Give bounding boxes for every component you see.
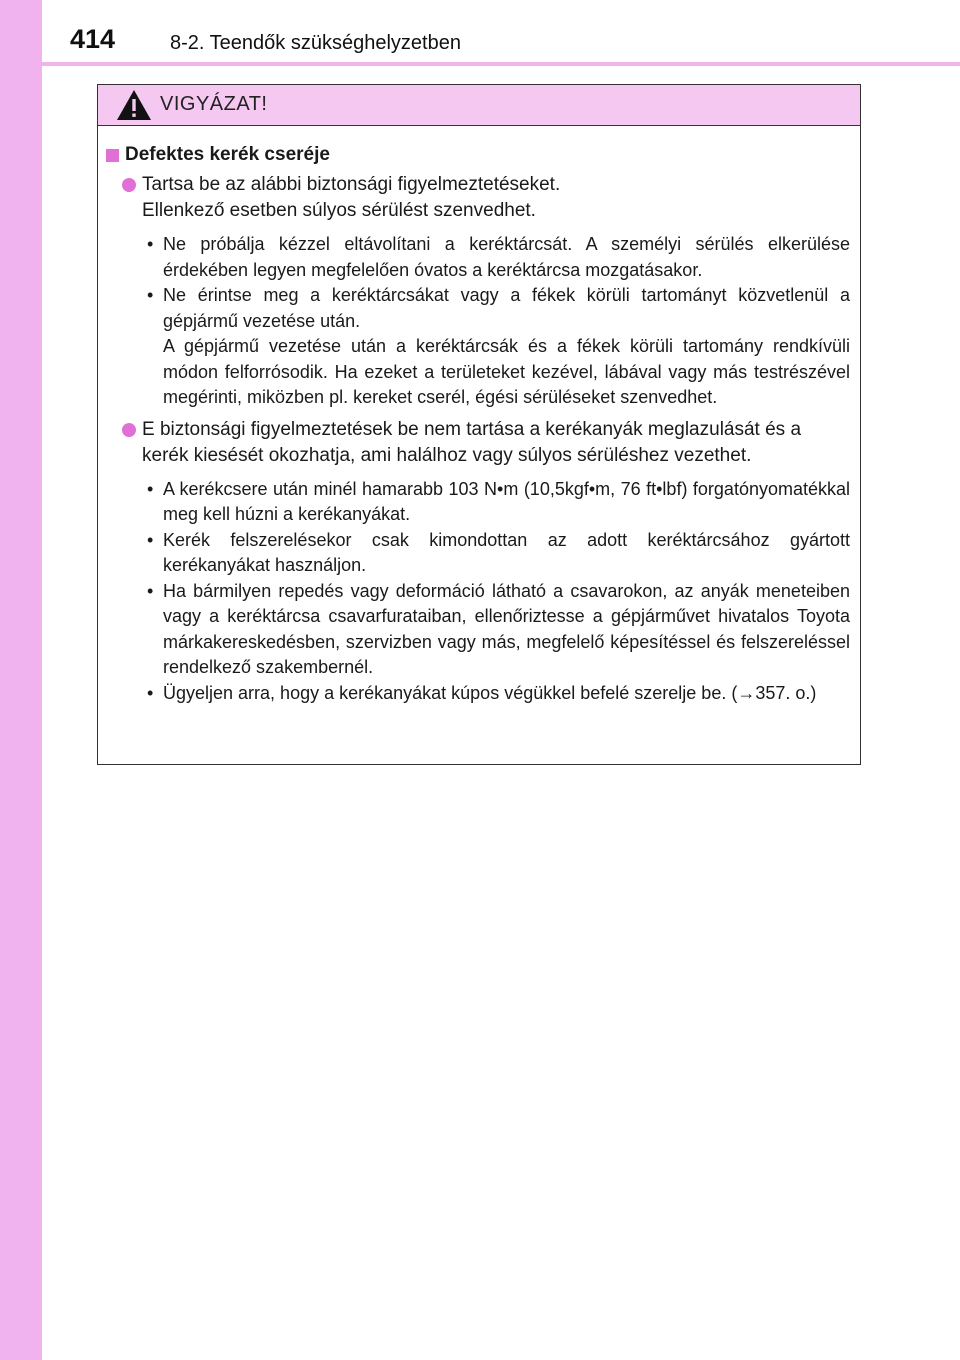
bullet-dot-icon: • [147, 285, 154, 305]
bullet-item [142, 283, 852, 411]
header-rule [42, 62, 960, 66]
bullet-dot-icon: • [147, 529, 154, 550]
bullet-paragraph: A kerékcsere után minél hamarabb 103 N•m (10,5kgf•m, 76 ft•lbf) forgatónyomatékkal meg kell húzni a kerékanyákat. [163, 478, 850, 524]
warning-box [97, 84, 861, 765]
item-line: Ellenkező esetben súlyos sérülést szenvedhet. [142, 200, 536, 221]
bullet-dot-icon: • [147, 478, 154, 499]
bullet-paragraph: Ne érintse meg a keréktárcsákat vagy a fékek körüli tartományt közvetlenül a gépjármű vezetése után. [163, 285, 850, 331]
bullet-paragraph: Kerék felszerelésekor csak kimondottan az adott keréktárcsához gyártott kerékanyákat használjon. [163, 529, 850, 575]
bullet-item [142, 681, 852, 707]
page-number: 414 [70, 24, 116, 54]
page-header [0, 0, 960, 70]
bullet-list [106, 232, 852, 411]
circle-bullet-icon [122, 423, 136, 437]
bullet-item [142, 477, 852, 528]
warning-heading [106, 144, 852, 166]
warning-header [98, 85, 860, 126]
circle-item [106, 417, 852, 469]
bullet-dot-icon: • [147, 682, 154, 703]
warning-body [98, 126, 860, 706]
bullet-list [106, 477, 852, 707]
circle-bullet-icon [122, 178, 136, 192]
warning-triangle-icon [116, 89, 152, 121]
section-title: 8-2. Teendők szükséghelyzetben [170, 32, 461, 54]
item-line: E biztonsági figyelmeztetések be nem tartása a kerékanyák meglazulását és a kerék kiesését okozhatja, ami halálhoz vagy súlyos sérüléshez vezethet. [142, 418, 802, 466]
warning-heading-text: Defektes kerék cseréje [125, 144, 330, 165]
circle-item [106, 172, 852, 224]
bullet-paragraph: Ha bármilyen repedés vagy deformáció látható a csavarokon, az anyák meneteiben vagy a keréktárcsa csavarfurataiban, ellenőriztesse a gépjárművet hivatalos Toyota márkakereskedésben, szervizben vagy más, megfelelő képesítéssel és felszereléssel rendelkező szakembernél. [163, 580, 850, 677]
square-bullet-icon [106, 149, 119, 162]
side-color-band [0, 0, 42, 1360]
bullet-paragraph: Ne próbálja kézzel eltávolítani a keréktárcsát. A személyi sérülés elkerülése érdekében legyen megfelelően óvatos a keréktárcsa mozgatásakor. [163, 234, 850, 280]
item-line: Tartsa be az alábbi biztonsági figyelmeztetéseket. [142, 174, 561, 195]
warning-title: VIGYÁZAT! [160, 93, 268, 115]
bullet-paragraph: Ügyeljen arra, hogy a kerékanyákat kúpos végükkel befelé szerelje be. (→357. o.) [163, 682, 817, 703]
bullet-dot-icon: • [147, 234, 154, 254]
bullet-paragraph: A gépjármű vezetése után a keréktárcsák és a fékek körüli tartomány rendkívüli módon felforrósodik. Ha ezeket a területeket kezével, lábával vagy más testrészével megérinti, miközben pl. kereket cserél, égési sérüléseket szenvedhet. [163, 336, 850, 407]
bullet-item [142, 579, 852, 681]
bullet-item [142, 232, 852, 283]
bullet-item [142, 528, 852, 579]
bullet-dot-icon: • [147, 580, 154, 601]
